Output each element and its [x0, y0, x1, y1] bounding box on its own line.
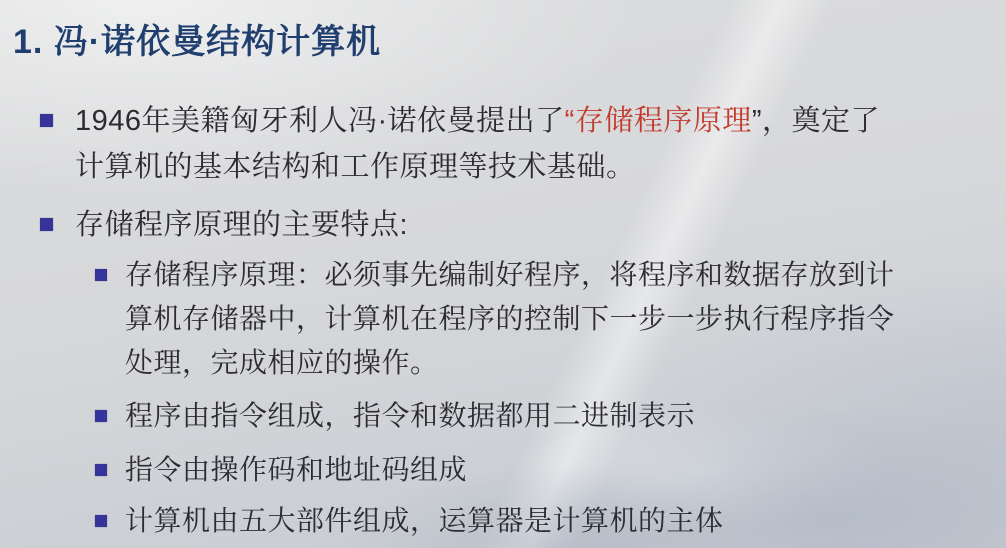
text-line — [125, 499, 724, 543]
bullet-item — [95, 394, 695, 438]
bullet-square-icon — [40, 218, 53, 231]
text-segment: 1946年美籍匈牙利人冯·诺依曼提出了 — [75, 105, 565, 137]
highlighted-text: “存储程序原理 — [564, 105, 752, 137]
text-segment: 计算机的基本结构和工作原理等技术基础。 — [75, 151, 636, 183]
text-line — [75, 144, 880, 190]
text-line — [125, 394, 695, 438]
slide-title: 1. 冯·诺依曼结构计算机 — [13, 23, 382, 61]
text-segment: ”，奠定了 — [751, 105, 881, 137]
text-segment: 计算机由五大部件组成，运算器是计算机的主体 — [125, 505, 724, 536]
bullet-square-icon — [95, 515, 107, 527]
bullet-square-icon — [95, 464, 107, 476]
bullet-item — [95, 253, 895, 385]
bullet-square-icon — [95, 410, 107, 422]
text-line — [125, 253, 895, 297]
bullet-text — [125, 394, 695, 438]
text-segment: 程序由指令组成，指令和数据都用二进制表示 — [125, 400, 696, 431]
text-segment: 存储程序原理：必须事先编制好程序，将程序和数据存放到计 — [125, 259, 895, 290]
bullet-text — [75, 98, 880, 190]
bullet-text — [75, 202, 408, 248]
bullet-item — [40, 202, 408, 248]
bullet-square-icon — [40, 114, 53, 127]
bullet-item — [95, 448, 467, 492]
bullet-text — [125, 448, 467, 492]
text-segment: 指令由操作码和地址码组成 — [125, 454, 468, 485]
text-segment: 处理，完成相应的操作。 — [125, 347, 439, 378]
text-line — [125, 297, 895, 341]
text-segment: 存储程序原理的主要特点: — [75, 209, 409, 241]
bullet-text — [125, 253, 895, 385]
bullet-item — [40, 98, 880, 190]
text-line — [75, 202, 408, 248]
text-line — [125, 448, 467, 492]
text-segment: 算机存储器中，计算机在程序的控制下一步一步执行程序指令 — [125, 303, 895, 334]
bullet-item — [95, 499, 724, 543]
bullet-text — [125, 499, 724, 543]
bullet-square-icon — [95, 269, 107, 281]
text-line — [125, 341, 895, 385]
text-line — [75, 98, 880, 144]
